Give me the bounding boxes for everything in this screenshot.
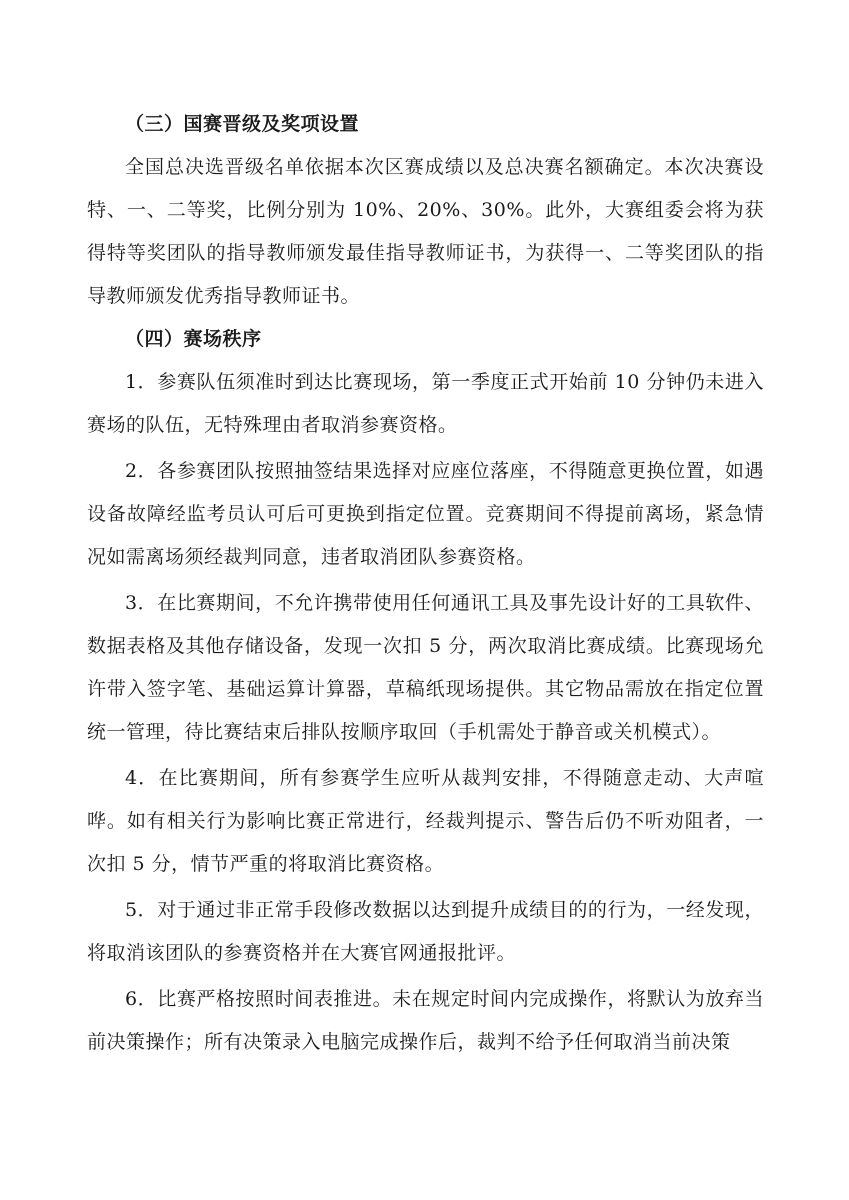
rule-item-4: 4．在比赛期间，所有参赛学生应听从裁判安排，不得随意走动、大声喧哗。如有相关行为影响比赛正常进行，经裁判提示、警告后仍不听劝阻者，一次扣 5 分，情节严重的将取消比赛资格。 bbox=[87, 767, 764, 875]
rule-item-6: 6．比赛严格按照时间表推进。未在规定时间内完成操作，将默认为放弃当前决策操作；所有决策录入电脑完成操作后，裁判不给予任何取消当前决策 bbox=[87, 988, 764, 1053]
awards-paragraph: 全国总决选晋级名单依据本次区赛成绩以及总决赛名额确定。本次决赛设特、一、二等奖，比例分别为 10%、20%、30%。此外，大赛组委会将为获得特等奖团队的指导教师颁发最佳指导教师证书，为获得一、二等奖团队的指导教师颁发优秀指导教师证书。 bbox=[87, 156, 764, 307]
rule-item-2: 2．各参赛团队按照抽签结果选择对应座位落座，不得随意更换位置，如遇设备故障经监考员认可后可更换到指定位置。竞赛期间不得提前离场，紧急情况如需离场须经裁判同意，违者取消团队参赛资格。 bbox=[87, 460, 764, 568]
document-page bbox=[87, 103, 764, 1064]
section-heading-awards: （三）国赛晋级及奖项设置 bbox=[125, 113, 360, 135]
rule-item-5: 5．对于通过非正常手段修改数据以达到提升成绩目的的行为，一经发现，将取消该团队的参赛资格并在大赛官网通报批评。 bbox=[87, 899, 764, 964]
section-heading-order: （四）赛场秩序 bbox=[125, 328, 262, 350]
rule-item-1: 1．参赛队伍须准时到达比赛现场，第一季度正式开始前 10 分钟仍未进入赛场的队伍，无特殊理由者取消参赛资格。 bbox=[87, 371, 764, 436]
rule-item-3: 3．在比赛期间，不允许携带使用任何通讯工具及事先设计好的工具软件、数据表格及其他存储设备，发现一次扣 5 分，两次取消比赛成绩。比赛现场允许带入签字笔、基础运算计算器，草稿纸现场提供。其它物品需放在指定位置统一管理，待比赛结束后排队按顺序取回（手机需处于静音或关机模式）。 bbox=[87, 592, 764, 743]
